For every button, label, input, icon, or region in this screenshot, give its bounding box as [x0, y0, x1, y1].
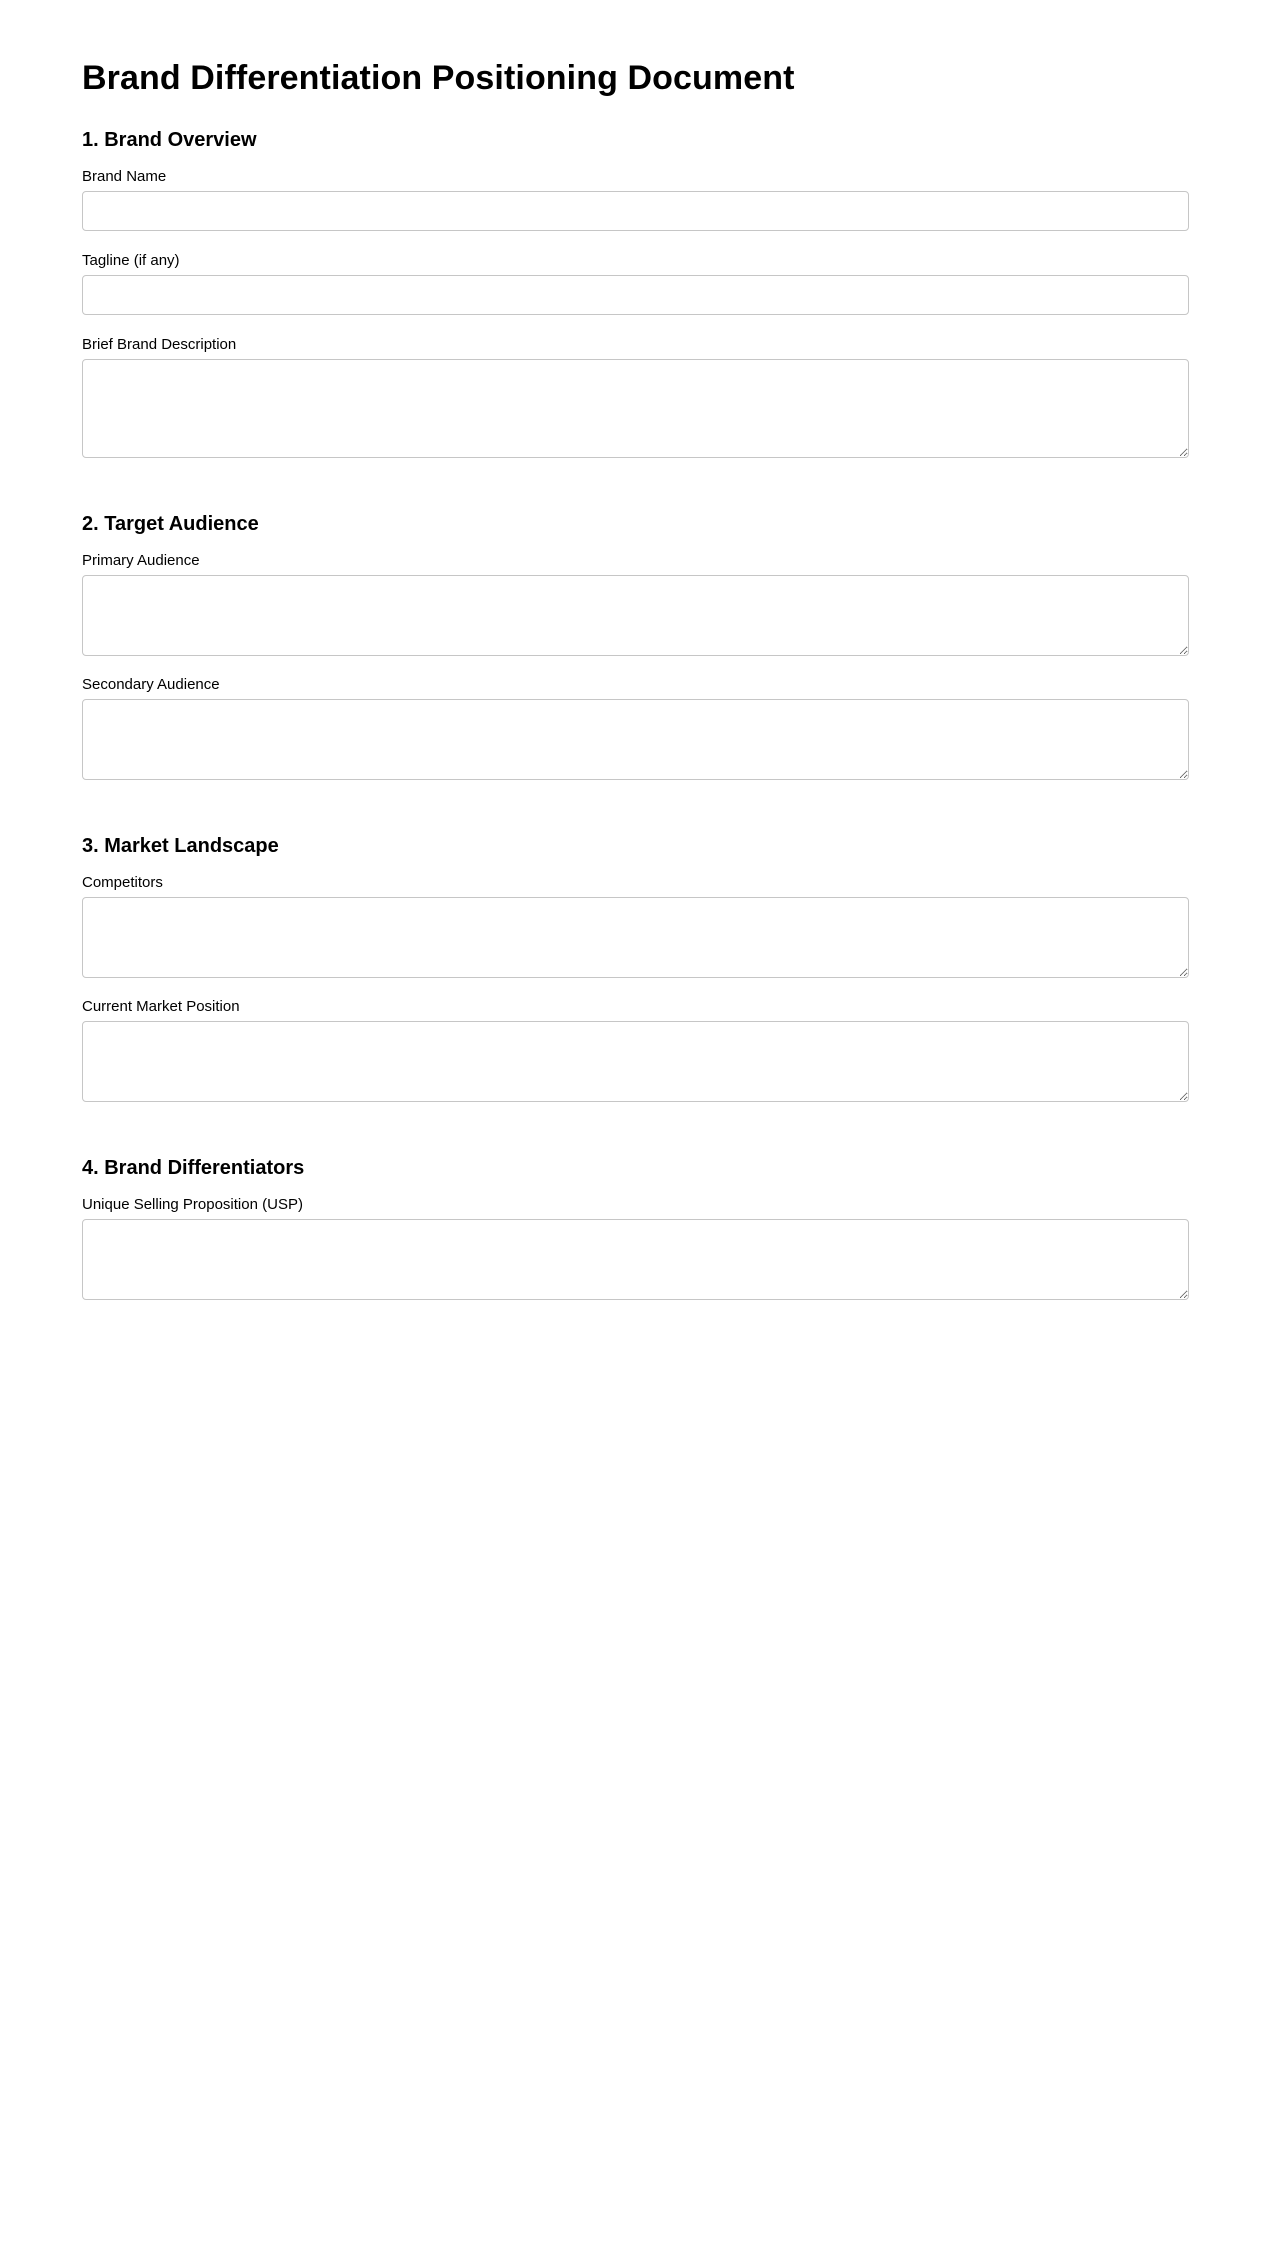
section-title: 1. Brand Overview: [82, 129, 257, 151]
section-title: 4. Brand Differentiators: [82, 1157, 305, 1179]
secondary-audience-label: Secondary Audience: [82, 676, 220, 693]
primary-audience-textarea[interactable]: [82, 575, 1189, 656]
field-market-position: [82, 998, 1189, 1102]
field-primary-audience: [82, 552, 1189, 656]
brand-description-textarea[interactable]: [82, 359, 1189, 458]
field-brand-name: [82, 168, 1189, 231]
field-tagline: [82, 252, 1189, 315]
form-document: [82, 58, 1189, 1213]
section-title: 3. Market Landscape: [82, 835, 279, 857]
field-secondary-audience: [82, 676, 1189, 780]
brand-name-label: Brand Name: [82, 168, 167, 185]
field-competitors: [82, 874, 1189, 978]
page-title: Brand Differentiation Positioning Document: [82, 59, 795, 97]
field-brand-description: [82, 336, 1189, 458]
field-usp: [82, 1196, 1189, 1300]
section-title: 2. Target Audience: [82, 513, 259, 535]
competitors-label: Competitors: [82, 874, 163, 891]
brand-name-input[interactable]: [82, 191, 1189, 231]
brand-description-label: Brief Brand Description: [82, 336, 237, 353]
usp-textarea[interactable]: [82, 1219, 1189, 1300]
secondary-audience-textarea[interactable]: [82, 699, 1189, 780]
tagline-input[interactable]: [82, 275, 1189, 315]
primary-audience-label: Primary Audience: [82, 552, 200, 569]
market-position-textarea[interactable]: [82, 1021, 1189, 1102]
market-position-label: Current Market Position: [82, 998, 240, 1015]
competitors-textarea[interactable]: [82, 897, 1189, 978]
usp-label: Unique Selling Proposition (USP): [82, 1196, 303, 1213]
tagline-label: Tagline (if any): [82, 252, 180, 269]
